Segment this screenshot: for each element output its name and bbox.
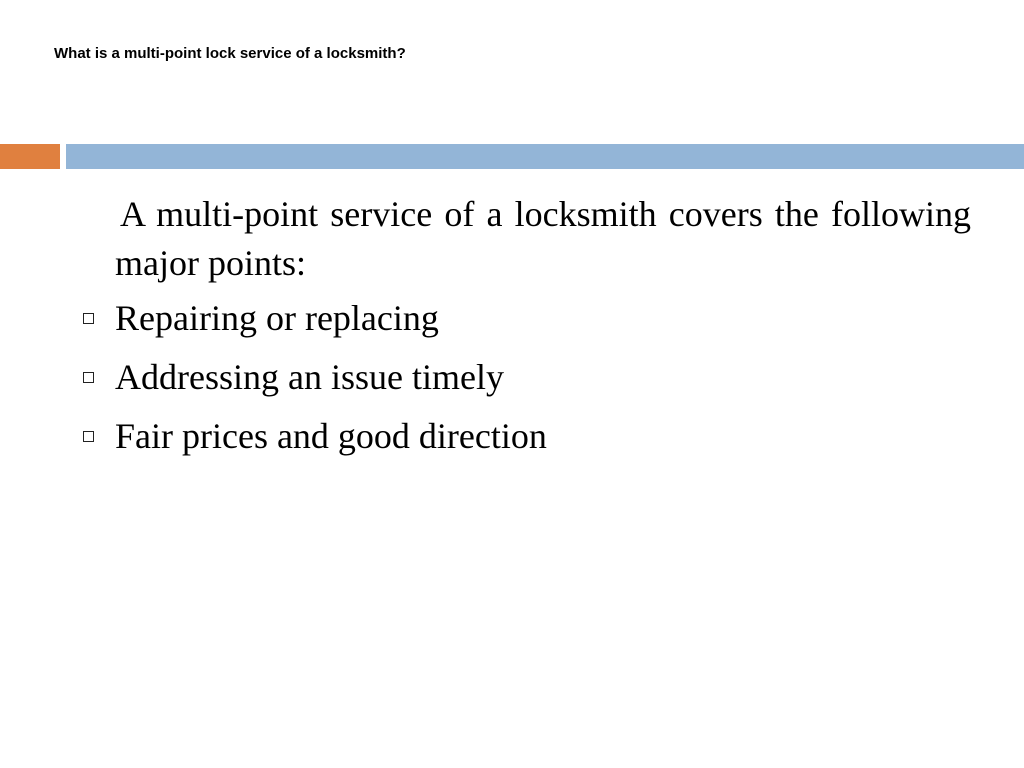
list-item	[115, 355, 971, 414]
square-bullet-icon	[83, 313, 94, 324]
intro-paragraph: A multi-point service of a locksmith covers the following major points:	[115, 194, 971, 283]
accent-bar-blue	[66, 144, 1024, 169]
list-item	[115, 296, 971, 355]
slide-body	[115, 190, 971, 473]
bullet-text: Repairing or replacing	[115, 298, 439, 338]
square-bullet-icon	[83, 431, 94, 442]
slide-title: What is a multi-point lock service of a locksmith?	[54, 45, 406, 62]
bullet-text: Fair prices and good direction	[115, 416, 547, 456]
bullet-list	[115, 296, 971, 473]
square-bullet-icon	[83, 372, 94, 383]
bullet-text: Addressing an issue timely	[115, 357, 504, 397]
list-item	[115, 414, 971, 473]
accent-bar-orange	[0, 144, 60, 169]
